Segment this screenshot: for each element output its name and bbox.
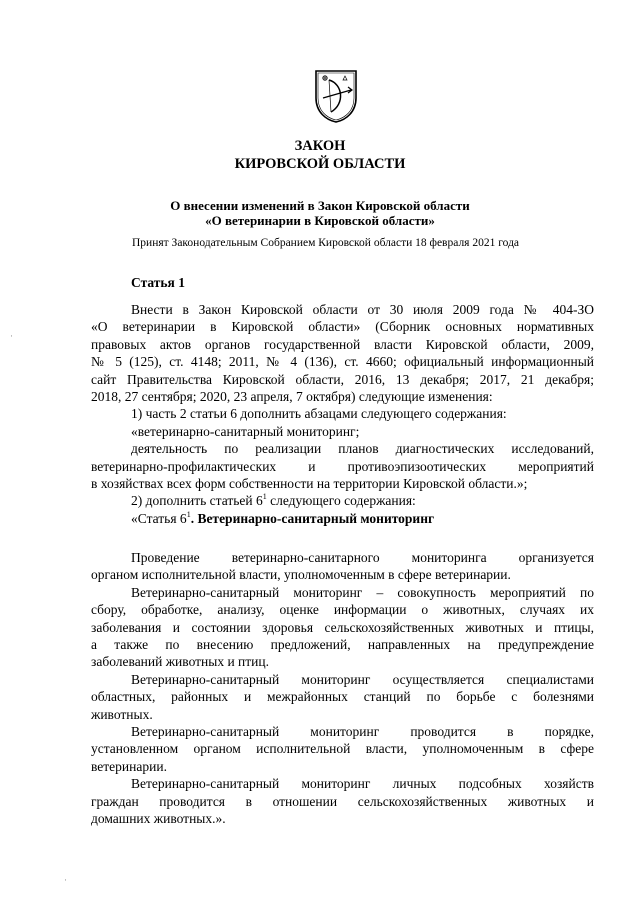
paragraph-line: Ветеринарно-санитарный мониторинг – совокупность мероприятий по (131, 584, 594, 600)
paragraph-line: домашних животных.». (91, 810, 226, 826)
paragraph-line: в хозяйствах всех форм собственности на территории Кировской области.»; (91, 475, 528, 491)
paragraph-line: 2018, 27 сентября; 2020, 23 апреля, 7 октября) следующие изменения: (91, 388, 493, 404)
scan-dot: · (10, 331, 13, 341)
paragraph-line: сбору, обработке, анализу, оценке информации о животных, случаях их (91, 602, 594, 618)
list-item-2-text: 2) дополнить статьей 6 (131, 493, 263, 509)
law-heading-line1: ЗАКОН (294, 138, 346, 154)
paragraph-line: областных, районных и межрайонных станций по борьбе с болезнями (91, 689, 594, 705)
spacer (91, 527, 594, 549)
paragraph-line: № 5 (125), ст. 4148; 2011, № 4 (136), ст. 4660; официальный информационный (91, 354, 594, 370)
list-item-2-tail: следующего содержания: (266, 493, 416, 509)
new-article-title: . Ветеринарно-санитарный мониторинг (190, 510, 435, 526)
paragraph-line: животных. (91, 706, 153, 722)
paragraph-line: ветеринарии. (91, 758, 167, 774)
new-article-prefix: «Статья 6 (131, 510, 187, 526)
paragraph-line: Ветеринарно-санитарный мониторинг личных подсобных хозяйств (131, 776, 594, 792)
paragraph-line: Внести в Закон Кировской области от 30 июля 2009 года № 404-ЗО (131, 302, 594, 317)
superscript: 1 (186, 509, 191, 519)
new-article-heading (91, 510, 594, 527)
paragraph-line: ветеринарно-профилактических и противоэпизоотических мероприятий (91, 458, 594, 474)
accepted-note: Принят Законодательным Собранием Кировской области 18 февраля 2021 года (132, 237, 520, 249)
paragraph-line: заболеваний животных и птиц. (91, 654, 270, 670)
paragraph-line: органом исполнительной власти, уполномоченным в сфере ветеринарии. (91, 567, 511, 583)
list-item-1: 1) часть 2 статьи 6 дополнить абзацами следующего содержания: (131, 406, 507, 422)
superscript: 1 (262, 492, 267, 502)
paragraph-line: сайт Правительства Кировской области, 2016, 13 декабря; 2017, 21 декабря; (91, 371, 594, 387)
paragraph-line: заболевания и состоянии здоровья сельскохозяйственных животных и птицы, (91, 619, 594, 635)
coat-of-arms-icon (313, 68, 359, 124)
paragraph-line: деятельность по реализации планов диагностических исследований, (131, 441, 594, 457)
article-title: Статья 1 (131, 275, 185, 290)
paragraph-line: установленном органом исполнительной власти, уполномоченным в сфере (91, 741, 594, 757)
paragraph-line: Ветеринарно-санитарный мониторинг осуществляется специалистами (131, 671, 594, 687)
law-subtitle-line1: О внесении изменений в Закон Кировской области (170, 198, 470, 213)
paragraph-line: «О ветеринарии в Кировской области» (Сборник основных нормативных (91, 319, 594, 335)
paragraph-line: правовых актов органов государственной власти Кировской области, 2009, (91, 336, 594, 352)
quote-line: «ветеринарно-санитарный мониторинг; (131, 423, 360, 439)
paragraph-line: Ветеринарно-санитарный мониторинг проводится в порядке, (131, 723, 594, 739)
article-body (91, 301, 594, 827)
paragraph-line: а также по внесению предложений, направленных на предупреждение (91, 637, 594, 653)
list-item-2 (91, 492, 594, 509)
law-subtitle-line2: «О ветеринарии в Кировской области» (205, 213, 435, 228)
scan-dot: · (64, 875, 67, 885)
paragraph-line: граждан проводится в отношении сельскохозяйственных животных и (91, 793, 594, 809)
law-heading-line2: КИРОВСКОЙ ОБЛАСТИ (234, 156, 406, 172)
paragraph-line: Проведение ветеринарно-санитарного мониторинга организуется (131, 550, 594, 566)
